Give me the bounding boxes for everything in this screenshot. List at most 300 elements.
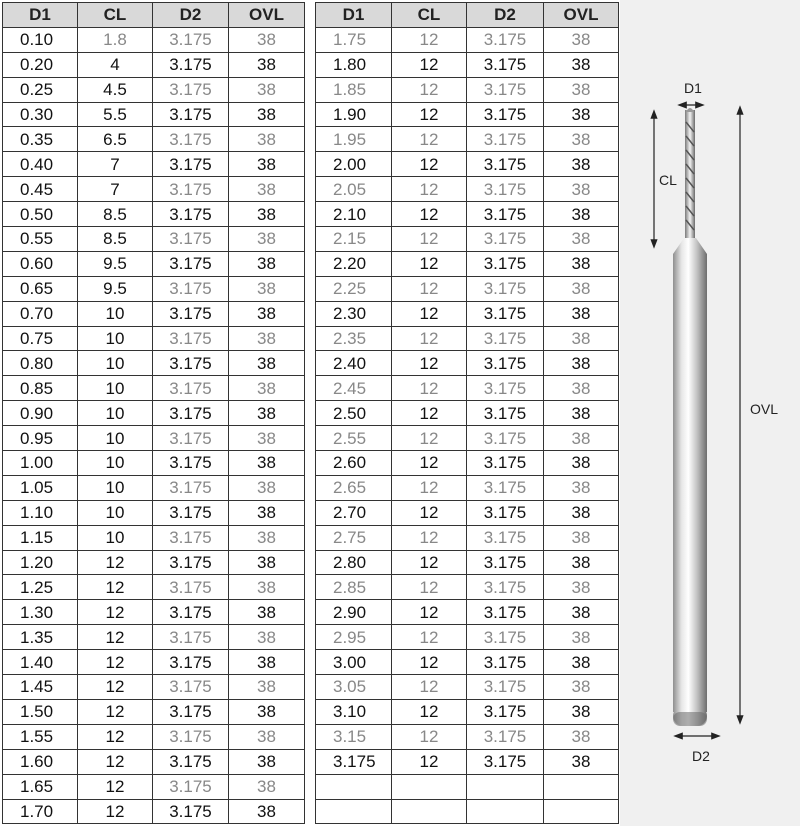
cell-d1: 1.35 — [3, 625, 78, 650]
cell-ovl: 38 — [229, 650, 305, 675]
cell-cl: 10 — [78, 376, 153, 401]
cell-cl: 12 — [78, 799, 153, 824]
cell-ovl: 38 — [229, 600, 305, 625]
cell-d1: 1.40 — [3, 650, 78, 675]
cell-ovl: 38 — [229, 227, 305, 252]
cell-cl: 12 — [392, 600, 467, 625]
cell-cl: 5.5 — [78, 102, 153, 127]
cell-ovl: 38 — [544, 600, 619, 625]
cell-d1: 0.65 — [3, 276, 78, 301]
cell-d2: 3.175 — [153, 451, 229, 476]
cell-d2: 3.175 — [467, 102, 544, 127]
drill-diagram — [620, 0, 800, 826]
cell-d1: 0.60 — [3, 251, 78, 276]
table-row — [316, 177, 619, 202]
cell-d2: 3.175 — [467, 27, 544, 52]
cell-d2: 3.175 — [467, 227, 544, 252]
cell-d1: 3.05 — [316, 675, 392, 700]
table-row — [3, 326, 305, 351]
cell-ovl: 38 — [229, 749, 305, 774]
table-row — [3, 401, 305, 426]
cell-d2: 3.175 — [153, 600, 229, 625]
cell-ovl: 38 — [544, 251, 619, 276]
cell-d1: 2.30 — [316, 301, 392, 326]
cell-cl: 12 — [78, 774, 153, 799]
cell-ovl — [544, 774, 619, 799]
cell-d2: 3.175 — [153, 227, 229, 252]
cell-d1: 1.30 — [3, 600, 78, 625]
cell-cl: 9.5 — [78, 276, 153, 301]
cell-d2: 3.175 — [467, 500, 544, 525]
cell-cl: 12 — [392, 251, 467, 276]
cell-cl: 7 — [78, 177, 153, 202]
cell-d1: 1.20 — [3, 550, 78, 575]
shank-end-shadow — [673, 712, 707, 726]
table-row — [3, 799, 305, 824]
cell-d2: 3.175 — [467, 326, 544, 351]
table-row — [3, 27, 305, 52]
table-row — [316, 600, 619, 625]
cell-d1: 0.90 — [3, 401, 78, 426]
cell-cl: 10 — [78, 475, 153, 500]
table-row — [316, 251, 619, 276]
table-row — [3, 351, 305, 376]
cell-d1: 2.05 — [316, 177, 392, 202]
header-ovl: OVL — [229, 3, 305, 28]
table-row — [3, 52, 305, 77]
cell-d2: 3.175 — [467, 52, 544, 77]
cell-d2: 3.175 — [153, 625, 229, 650]
cell-d1: 0.70 — [3, 301, 78, 326]
cell-d1: 1.00 — [3, 451, 78, 476]
table-row — [316, 52, 619, 77]
cell-ovl: 38 — [229, 177, 305, 202]
cell-cl: 12 — [392, 426, 467, 451]
cell-d2: 3.175 — [467, 451, 544, 476]
cell-ovl: 38 — [544, 27, 619, 52]
cell-ovl: 38 — [544, 127, 619, 152]
cell-ovl: 38 — [229, 426, 305, 451]
cell-d2: 3.175 — [153, 774, 229, 799]
cell-cl: 12 — [392, 475, 467, 500]
table-row — [3, 650, 305, 675]
cell-d1: 2.85 — [316, 575, 392, 600]
cell-cl: 12 — [392, 177, 467, 202]
header-d1: D1 — [316, 3, 392, 28]
drill-spec-table-right — [315, 2, 619, 824]
cell-d1: 2.60 — [316, 451, 392, 476]
cell-ovl: 38 — [544, 227, 619, 252]
cell-d2: 3.175 — [467, 177, 544, 202]
cell-d1: 1.55 — [3, 724, 78, 749]
cell-d1: 2.95 — [316, 625, 392, 650]
cell-cl: 10 — [78, 301, 153, 326]
cell-d2: 3.175 — [153, 102, 229, 127]
cell-cl: 12 — [392, 675, 467, 700]
table-row — [3, 251, 305, 276]
cell-cl: 12 — [392, 152, 467, 177]
cell-ovl: 38 — [544, 276, 619, 301]
cell-ovl: 38 — [544, 376, 619, 401]
cell-d1: 2.40 — [316, 351, 392, 376]
cell-cl: 12 — [392, 500, 467, 525]
cell-d1: 2.35 — [316, 326, 392, 351]
cell-d1: 0.10 — [3, 27, 78, 52]
table-row — [316, 376, 619, 401]
cell-d1: 0.75 — [3, 326, 78, 351]
table-row — [316, 625, 619, 650]
cell-d1: 1.15 — [3, 525, 78, 550]
cell-d2: 3.175 — [153, 401, 229, 426]
cell-cl: 12 — [78, 625, 153, 650]
cell-ovl: 38 — [229, 301, 305, 326]
table-row — [316, 724, 619, 749]
cell-d1: 1.85 — [316, 77, 392, 102]
table-row — [3, 475, 305, 500]
cell-ovl — [544, 799, 619, 824]
cell-d1: 2.90 — [316, 600, 392, 625]
cell-ovl: 38 — [229, 376, 305, 401]
cell-d2: 3.175 — [153, 152, 229, 177]
table-row — [316, 550, 619, 575]
table-row — [3, 625, 305, 650]
cell-ovl: 38 — [544, 724, 619, 749]
cell-cl: 12 — [392, 276, 467, 301]
table-row — [316, 749, 619, 774]
cell-d2: 3.175 — [153, 500, 229, 525]
cell-cl: 12 — [78, 699, 153, 724]
table-row — [316, 27, 619, 52]
cell-d1: 0.95 — [3, 426, 78, 451]
table-row — [316, 575, 619, 600]
shank — [673, 254, 707, 712]
cell-d1: 0.30 — [3, 102, 78, 127]
cell-d1: 1.75 — [316, 27, 392, 52]
table-row — [3, 500, 305, 525]
cell-cl: 12 — [392, 301, 467, 326]
table-row — [3, 301, 305, 326]
cell-d2: 3.175 — [467, 401, 544, 426]
header-row — [316, 3, 619, 28]
cell-d1: 2.15 — [316, 227, 392, 252]
table-row — [316, 525, 619, 550]
cell-d1: 1.10 — [3, 500, 78, 525]
table-row — [316, 276, 619, 301]
cell-d1: 2.55 — [316, 426, 392, 451]
cell-ovl: 38 — [229, 675, 305, 700]
cell-cl: 12 — [392, 376, 467, 401]
header-d2: D2 — [467, 3, 544, 28]
cell-ovl: 38 — [229, 500, 305, 525]
cell-ovl: 38 — [229, 774, 305, 799]
cell-ovl: 38 — [229, 27, 305, 52]
table-row — [316, 77, 619, 102]
cell-cl: 8.5 — [78, 202, 153, 227]
cell-ovl: 38 — [544, 177, 619, 202]
drill-spec-table-left — [2, 2, 305, 824]
cell-cl: 12 — [78, 749, 153, 774]
cell-d2: 3.175 — [467, 276, 544, 301]
cell-ovl: 38 — [229, 202, 305, 227]
cell-cl: 12 — [392, 202, 467, 227]
cell-cl: 12 — [392, 550, 467, 575]
cell-d2 — [467, 799, 544, 824]
cell-d2: 3.175 — [153, 575, 229, 600]
cell-d2: 3.175 — [153, 251, 229, 276]
table-row — [316, 500, 619, 525]
cell-d2: 3.175 — [467, 699, 544, 724]
cell-d2: 3.175 — [153, 550, 229, 575]
cell-ovl: 38 — [544, 52, 619, 77]
cell-cl: 12 — [78, 550, 153, 575]
cell-ovl: 38 — [229, 401, 305, 426]
cell-d1: 1.50 — [3, 699, 78, 724]
cell-ovl: 38 — [229, 102, 305, 127]
cell-cl: 10 — [78, 326, 153, 351]
cell-d2: 3.175 — [153, 301, 229, 326]
cell-d1: 2.20 — [316, 251, 392, 276]
cell-ovl: 38 — [229, 451, 305, 476]
cell-d2: 3.175 — [153, 724, 229, 749]
cell-ovl: 38 — [229, 276, 305, 301]
table-row — [3, 451, 305, 476]
table-row — [316, 699, 619, 724]
table-row — [3, 774, 305, 799]
header-d1: D1 — [3, 3, 78, 28]
cell-d2: 3.175 — [467, 724, 544, 749]
table-row — [316, 675, 619, 700]
cell-cl: 12 — [392, 227, 467, 252]
table-row — [3, 600, 305, 625]
table-row — [3, 276, 305, 301]
table-row — [3, 426, 305, 451]
table-row — [3, 177, 305, 202]
cell-cl: 12 — [78, 724, 153, 749]
cell-d1: 2.25 — [316, 276, 392, 301]
header-cl: CL — [78, 3, 153, 28]
table-row — [316, 401, 619, 426]
cell-d2: 3.175 — [467, 426, 544, 451]
cell-ovl: 38 — [229, 127, 305, 152]
cell-cl: 12 — [392, 699, 467, 724]
cell-cl: 8.5 — [78, 227, 153, 252]
cell-ovl: 38 — [229, 152, 305, 177]
cell-d1: 1.25 — [3, 575, 78, 600]
cell-cl: 12 — [392, 525, 467, 550]
cell-d2: 3.175 — [467, 127, 544, 152]
d2-label: D2 — [692, 748, 710, 764]
cell-ovl: 38 — [544, 500, 619, 525]
cell-d2: 3.175 — [153, 27, 229, 52]
cell-ovl: 38 — [544, 525, 619, 550]
shank-taper — [673, 238, 707, 254]
cell-d2: 3.175 — [153, 376, 229, 401]
drill-bit-image — [673, 108, 707, 726]
header-d2: D2 — [153, 3, 229, 28]
table-row — [316, 774, 619, 799]
cell-cl: 12 — [392, 625, 467, 650]
cell-cl: 12 — [78, 650, 153, 675]
cell-ovl: 38 — [544, 202, 619, 227]
cell-ovl: 38 — [544, 749, 619, 774]
cell-d1: 0.50 — [3, 202, 78, 227]
cell-d2: 3.175 — [153, 127, 229, 152]
cell-cl: 12 — [392, 102, 467, 127]
cell-ovl: 38 — [229, 724, 305, 749]
cell-cl: 12 — [392, 27, 467, 52]
cell-d2: 3.175 — [467, 376, 544, 401]
table-row — [3, 202, 305, 227]
cell-d2: 3.175 — [153, 52, 229, 77]
cell-d1: 2.70 — [316, 500, 392, 525]
cell-d2: 3.175 — [467, 351, 544, 376]
cell-ovl: 38 — [229, 575, 305, 600]
cell-cl — [392, 799, 467, 824]
header-ovl: OVL — [544, 3, 619, 28]
table-row — [316, 102, 619, 127]
cell-ovl: 38 — [544, 326, 619, 351]
d1-label: D1 — [684, 80, 702, 96]
cell-d1: 1.70 — [3, 799, 78, 824]
cell-cl: 10 — [78, 426, 153, 451]
cell-cl — [392, 774, 467, 799]
cell-ovl: 38 — [229, 351, 305, 376]
cell-ovl: 38 — [544, 451, 619, 476]
cell-d2: 3.175 — [467, 625, 544, 650]
cell-ovl: 38 — [544, 550, 619, 575]
cell-ovl: 38 — [544, 102, 619, 127]
header-row — [3, 3, 305, 28]
cell-d2: 3.175 — [153, 699, 229, 724]
table-row — [316, 799, 619, 824]
cell-cl: 10 — [78, 451, 153, 476]
cell-d1: 0.45 — [3, 177, 78, 202]
cell-d1: 2.50 — [316, 401, 392, 426]
table-row — [316, 202, 619, 227]
cell-d2: 3.175 — [467, 749, 544, 774]
cell-d2: 3.175 — [153, 525, 229, 550]
cell-d2: 3.175 — [153, 799, 229, 824]
cell-cl: 1.8 — [78, 27, 153, 52]
cell-cl: 12 — [392, 401, 467, 426]
cell-cl: 10 — [78, 525, 153, 550]
cell-ovl: 38 — [544, 475, 619, 500]
table-row — [3, 675, 305, 700]
cell-d1: 2.65 — [316, 475, 392, 500]
cell-ovl: 38 — [229, 251, 305, 276]
table-row — [3, 102, 305, 127]
table-row — [3, 699, 305, 724]
cell-ovl: 38 — [544, 301, 619, 326]
cell-d2: 3.175 — [153, 77, 229, 102]
cell-d1: 2.00 — [316, 152, 392, 177]
table-row — [316, 351, 619, 376]
cell-ovl: 38 — [544, 699, 619, 724]
cell-cl: 10 — [78, 401, 153, 426]
cell-d1: 0.85 — [3, 376, 78, 401]
cell-cl: 4 — [78, 52, 153, 77]
cell-cl: 12 — [392, 77, 467, 102]
cell-d1: 2.45 — [316, 376, 392, 401]
cell-d2: 3.175 — [153, 749, 229, 774]
cell-d2: 3.175 — [467, 251, 544, 276]
cell-ovl: 38 — [229, 52, 305, 77]
cell-ovl: 38 — [229, 699, 305, 724]
cell-d1 — [316, 799, 392, 824]
cell-d2: 3.175 — [467, 152, 544, 177]
cell-d2: 3.175 — [153, 475, 229, 500]
cell-cl: 6.5 — [78, 127, 153, 152]
table-row — [316, 475, 619, 500]
cell-d1: 1.90 — [316, 102, 392, 127]
cl-label: CL — [659, 172, 677, 188]
cell-ovl: 38 — [544, 575, 619, 600]
cell-d1: 3.175 — [316, 749, 392, 774]
table-row — [316, 426, 619, 451]
table-row — [316, 451, 619, 476]
cell-cl: 7 — [78, 152, 153, 177]
cell-d1: 2.75 — [316, 525, 392, 550]
table-row — [316, 152, 619, 177]
cell-ovl: 38 — [544, 675, 619, 700]
table-row — [316, 227, 619, 252]
cell-ovl: 38 — [229, 625, 305, 650]
cell-d2: 3.175 — [153, 326, 229, 351]
cell-d2: 3.175 — [467, 475, 544, 500]
cell-d2: 3.175 — [467, 550, 544, 575]
cell-d2: 3.175 — [467, 675, 544, 700]
cell-d1 — [316, 774, 392, 799]
cell-d1: 0.35 — [3, 127, 78, 152]
table-row — [3, 152, 305, 177]
cell-ovl: 38 — [544, 426, 619, 451]
cell-d1: 0.55 — [3, 227, 78, 252]
cell-cl: 12 — [392, 650, 467, 675]
cell-d1: 0.25 — [3, 77, 78, 102]
cell-ovl: 38 — [544, 625, 619, 650]
cell-d1: 0.80 — [3, 351, 78, 376]
ovl-label: OVL — [750, 401, 779, 417]
cell-ovl: 38 — [544, 650, 619, 675]
cell-d2 — [467, 774, 544, 799]
cell-d2: 3.175 — [153, 177, 229, 202]
cell-d1: 3.15 — [316, 724, 392, 749]
cell-cl: 12 — [392, 724, 467, 749]
cell-d2: 3.175 — [467, 301, 544, 326]
cell-d1: 1.95 — [316, 127, 392, 152]
cell-ovl: 38 — [229, 550, 305, 575]
cell-d1: 1.80 — [316, 52, 392, 77]
cell-cl: 12 — [392, 451, 467, 476]
cell-ovl: 38 — [229, 77, 305, 102]
cell-cl: 12 — [392, 326, 467, 351]
cell-cl: 10 — [78, 500, 153, 525]
cell-ovl: 38 — [544, 351, 619, 376]
cell-d1: 2.10 — [316, 202, 392, 227]
cell-ovl: 38 — [229, 799, 305, 824]
cell-ovl: 38 — [544, 77, 619, 102]
cell-d1: 1.65 — [3, 774, 78, 799]
cell-d1: 1.60 — [3, 749, 78, 774]
cell-d2: 3.175 — [153, 426, 229, 451]
cell-d1: 0.20 — [3, 52, 78, 77]
cell-ovl: 38 — [229, 475, 305, 500]
table-row — [3, 376, 305, 401]
cell-ovl: 38 — [229, 326, 305, 351]
cell-ovl: 38 — [229, 525, 305, 550]
cell-d1: 3.10 — [316, 699, 392, 724]
cell-cl: 12 — [78, 575, 153, 600]
